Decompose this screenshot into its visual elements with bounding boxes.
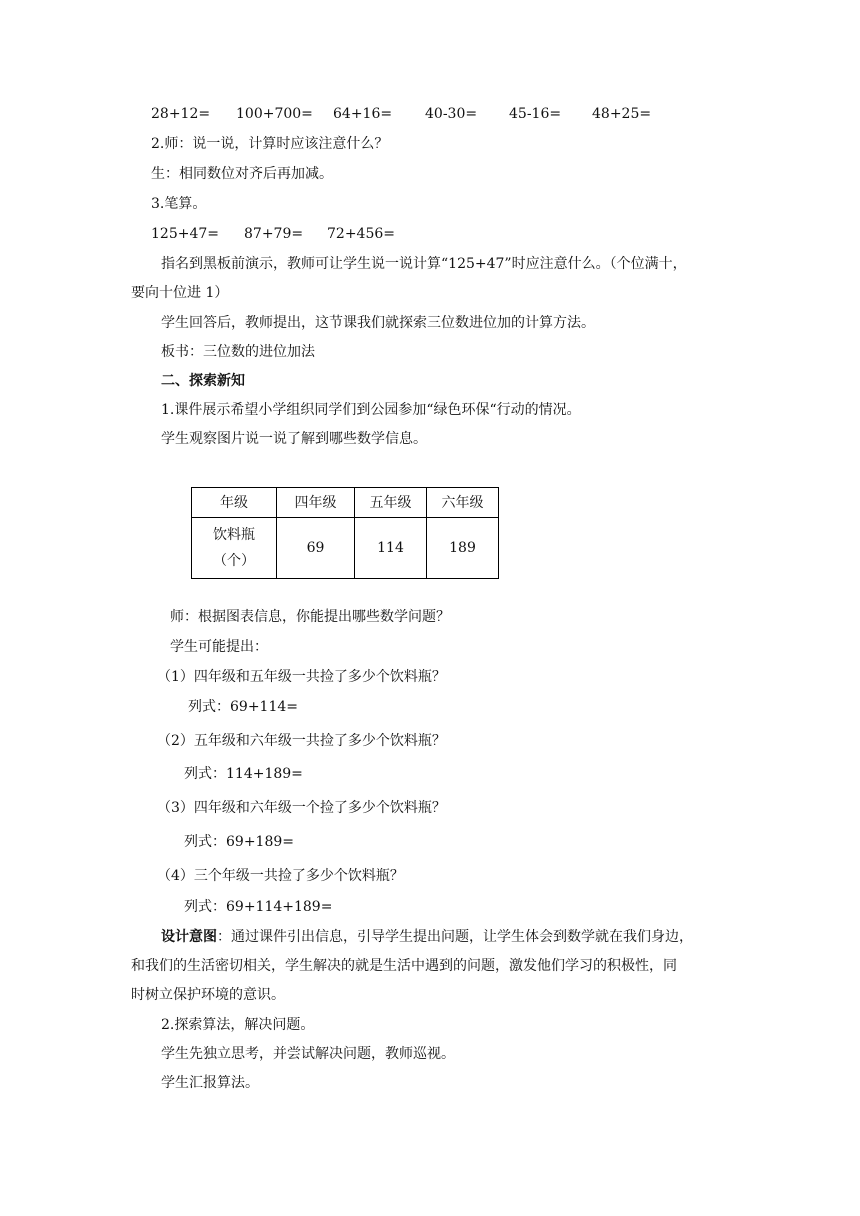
step-2-prompt: 2.师：说一说，计算时应该注意什么？ bbox=[151, 136, 389, 152]
table-cell: 114 bbox=[355, 518, 427, 579]
table-row-label bbox=[192, 518, 277, 579]
report-line: 学生汇报算法。 bbox=[161, 1075, 259, 1091]
written-equation: 87+79= bbox=[244, 226, 304, 242]
explore-step: 2.探索算法，解决问题。 bbox=[161, 1017, 315, 1033]
warmup-equation: 64+16= bbox=[333, 106, 393, 122]
warmup-equation: 28+12= bbox=[151, 106, 211, 122]
row-label-unit: （个） bbox=[213, 553, 255, 569]
written-equation: 72+456= bbox=[327, 226, 395, 242]
demo-paragraph-line: 指名到黑板前演示，教师可让学生说一说计算“125+47”时应注意什么。（个位满十， bbox=[161, 256, 687, 272]
question-formula: 列式：69+114+189= bbox=[184, 899, 333, 915]
warmup-equation: 40-30= bbox=[425, 106, 478, 122]
written-equation: 125+47= bbox=[151, 226, 219, 242]
table-header-cell: 四年级 bbox=[277, 488, 355, 518]
warmup-equation: 100+700= bbox=[236, 106, 313, 122]
observe-line: 学生观察图片说一说了解到哪些数学信息。 bbox=[161, 431, 427, 447]
table-cell: 69 bbox=[277, 518, 355, 579]
table-header-cell: 年级 bbox=[192, 488, 277, 518]
warmup-equation: 48+25= bbox=[592, 106, 652, 122]
design-intent-text: ：通过课件引出信息，引导学生提出问题，让学生体会到数学就在我们身边， bbox=[217, 929, 693, 945]
question-formula: 列式：114+189= bbox=[184, 766, 303, 782]
student-answer: 生：相同数位对齐后再加减。 bbox=[151, 166, 333, 182]
table-row bbox=[192, 518, 499, 579]
teacher-intro: 学生回答后，教师提出，这节课我们就探索三位数进位加的计算方法。 bbox=[161, 315, 595, 331]
question-item: （1）四年级和五年级一共捡了多少个饮料瓶？ bbox=[157, 669, 446, 685]
step-3-label: 3.笔算。 bbox=[151, 196, 207, 212]
warmup-equation: 45-16= bbox=[509, 106, 562, 122]
question-item: （3）四年级和六年级一个捡了多少个饮料瓶？ bbox=[157, 800, 446, 816]
question-formula: 列式：69+189= bbox=[184, 834, 294, 850]
question-item: （4）三个年级一共捡了多少个饮料瓶？ bbox=[157, 868, 404, 884]
demo-paragraph-line: 要向十位进 1） bbox=[131, 285, 229, 301]
row-label-line: 饮料瓶 bbox=[213, 527, 255, 543]
design-intent-line bbox=[161, 927, 693, 947]
design-intent-label: 设计意图 bbox=[161, 929, 217, 945]
table-header-cell: 六年级 bbox=[427, 488, 499, 518]
courseware-line: 1.课件展示希望小学组织同学们到公园参加“绿色环保“行动的情况。 bbox=[161, 402, 581, 418]
table-header-cell: 五年级 bbox=[355, 488, 427, 518]
think-line: 学生先独立思考，并尝试解决问题，教师巡视。 bbox=[161, 1046, 455, 1062]
teacher-question: 师：根据图表信息，你能提出哪些数学问题？ bbox=[170, 609, 450, 625]
board-title: 板书：三位数的进位加法 bbox=[161, 344, 315, 360]
section-heading: 二、探索新知 bbox=[161, 373, 245, 389]
design-intent-line: 和我们的生活密切相关，学生解决的就是生活中遇到的问题，激发他们学习的积极性，同 bbox=[131, 958, 677, 974]
question-item: （2）五年级和六年级一共捡了多少个饮料瓶？ bbox=[157, 733, 446, 749]
bottle-data-table bbox=[191, 487, 499, 579]
design-intent-line: 时树立保护环境的意识。 bbox=[131, 987, 285, 1003]
table-header-row bbox=[192, 488, 499, 518]
question-formula: 列式：69+114= bbox=[188, 699, 298, 715]
students-may-propose: 学生可能提出： bbox=[170, 639, 268, 655]
table-cell: 189 bbox=[427, 518, 499, 579]
